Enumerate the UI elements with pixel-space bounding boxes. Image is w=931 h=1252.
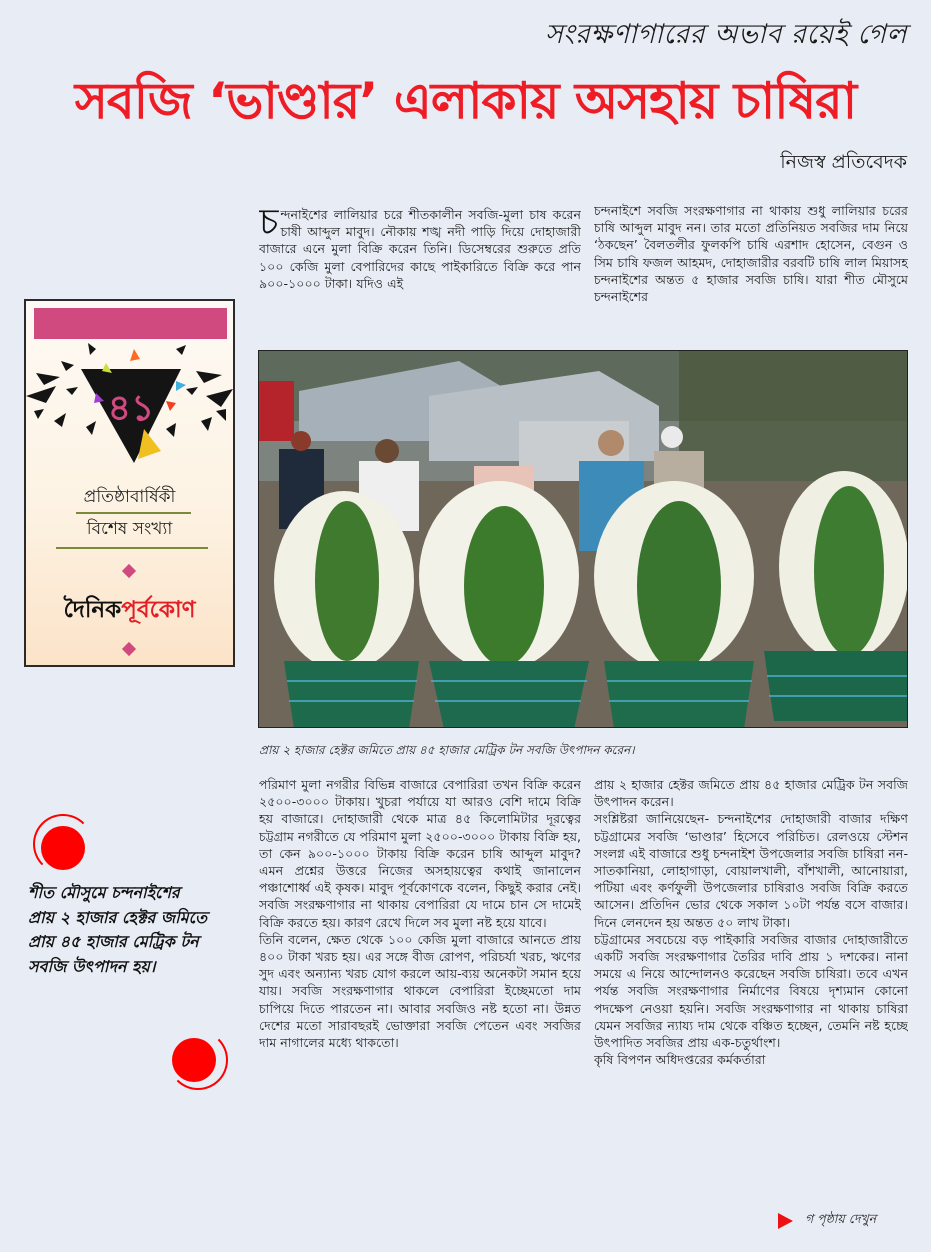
paragraph: কৃষি বিপণন অধিদপ্তরের কর্মকর্তারা xyxy=(594,1052,766,1068)
article-photo xyxy=(258,350,908,728)
photo-caption: প্রায় ২ হাজার হেক্টর জমিতে প্রায় ৪৫ হাজার মেট্রিক টন সবজি উৎপাদন করেন। xyxy=(259,743,635,757)
anniversary-number: ৪১ xyxy=(107,388,155,429)
column-1-top xyxy=(259,206,581,342)
byline: নিজস্ব প্রতিবেদক xyxy=(780,151,907,173)
red-dot-icon xyxy=(41,826,85,870)
column-1-bottom xyxy=(259,776,581,1226)
kicker: সংরক্ষণাগারের অভাব রয়েই গেল xyxy=(545,19,907,50)
diamond-icon xyxy=(122,564,136,578)
promo-header-bar xyxy=(34,308,227,339)
continued-label: গ পৃষ্ঠায় দেখুন xyxy=(805,1211,877,1226)
divider xyxy=(56,547,208,549)
column-2-top xyxy=(594,202,908,342)
paragraph: প্রায় ২ হাজার হেক্টর জমিতে প্রায় ৪৫ হাজার মেট্রিক টন সবজি উৎপাদন করেন। xyxy=(594,777,908,810)
headline: সবজি ‘ভাণ্ডার’ এলাকায় অসহায় চাষিরা xyxy=(74,72,857,130)
column-2-bottom xyxy=(594,776,908,1210)
brand-part-1: দৈনিক xyxy=(63,597,122,623)
radish-market-photo xyxy=(259,351,908,728)
pull-quote: শীত মৌসুমে চন্দনাইশের প্রায় ২ হাজার হেক্টর জমিতে প্রায় ৪৫ হাজার মেট্রিক টন সবজি উৎপাদন হয়। xyxy=(28,883,208,976)
arc-icon xyxy=(168,1030,228,1090)
promo-title: প্রতিষ্ঠাবার্ষিকী xyxy=(83,487,176,507)
promo-subtitle: বিশেষ সংখ্যা xyxy=(86,519,173,539)
divider xyxy=(76,512,191,514)
paragraph: তিনি বলেন, ক্ষেত থেকে ১০০ কেজি মুলা বাজারে আনতে প্রায় ৪০০ টাকা খরচ হয়। এর সঙ্গে বীজ রোপণ, পরিচর্যা খরচ, ঋণের সুদ এবং অন্যান্য খরচ যোগ করলে আয়-ব্যয় অনেকটা সমান হয়ে যায়। সবজি সংরক্ষণাগার থাকলে বেপারিরা ইচ্ছেমতো দাম চাপিয়ে দিতে পারতেন না। আবার সবজিও নষ্ট হতো না। উন্নত দেশের মতো সারাবছরই ভোক্তারা সবজি পেতেন এবং সবজির দাম নাগালের মধ্যে থাকতো। xyxy=(259,931,581,1051)
brand-part-2: পূর্বকোণ xyxy=(121,597,196,623)
paragraph: পরিমাণ মুলা নগরীর বিভিন্ন বাজারে বেপারিরা তখন বিক্রি করেন ২৫০০-৩০০০ টাকায়। খুচরা পর্যায়ে যা আরও বেশি দামে বিক্রি হয় বাজারে। দোহাজারী থেকে মাত্র ৪৫ কিলোমিটার দূরত্বের চট্টগ্রাম নগরীতে যে পরিমাণ মুলা ২৫০০-৩০০০ টাকায় বিক্রি হয়, তা কেন ৯০০-১০০০ টাকায় বিক্রি করেন চাষি আব্দুল মাবুদ? এমন প্রশ্নের উত্তরে নিজের অসহায়ত্বের কথাই জানালেন পঞ্চাশোর্ধ্ব এই কৃষক। মাবুদ পূর্বকোণকে বলেন, কিছুই করার নেই। সবজি সংরক্ষণাগার না থাকায় বেপারিরা যে দামে চান সে দামেই বিক্রি করতে হয়। কারণ রেখে দিলে সব মুলা নষ্ট হয়ে যাবে। xyxy=(259,777,581,930)
paragraph: চট্টগ্রামের সবচেয়ে বড় পাইকারি সবজির বাজার দোহাজারীতে একটি সবজি সংরক্ষণাগার তৈরির দাবি প্রায় ১ দশকের। নানা সময়ে এ নিয়ে আন্দোলনও করেছেন সবজি চাষিরা। তবে এখন পর্যন্ত সবজি সংরক্ষণাগার নির্মাণের বিষয়ে দৃশ্যমান কোনো পদক্ষেপ নেওয়া হয়নি। সবজি সংরক্ষণাগার না থাকায় চাষিরা যেমন সবজির ন্যায্য দাম থেকে বঞ্চিত হচ্ছেন, তেমনি নষ্ট হচ্ছে উৎপাদিত সবজির প্রায় এক-চতুর্থাংশ। xyxy=(594,931,908,1051)
play-triangle-icon xyxy=(778,1213,793,1229)
column-1-top-text: ন্দনাইশের লালিয়ার চরে শীতকালীন সবজি-মুলা চাষ করেন চাষী আব্দুল মাবুদ। নৌকায় শঙ্খ নদী পাড়ি দিয়ে দোহাজারী বাজারে এনে মুলা বিক্রি করেন তিনি। ডিসেম্বরের শুরুতে প্রতি ১০০ কেজি মুলা বেপারিদের কাছে পাইকারিতে বিক্রি করে পান ৯০০-১০০০ টাকা। যদিও এই xyxy=(259,207,581,291)
column-2-top-text: চন্দনাইশে সবজি সংরক্ষণাগার না থাকায় শুধু লালিয়ার চরের চাষি আব্দুল মাবুদ নন। তার মতো প্রতিনিয়ত সবজির দাম নিয়ে ‘ঠকছেন’ বৈলতলীর ফুলকপি চাষি এরশাদ হোসেন, বেগুন ও সিম চাষি ফজল আহমদ, দোহাজারীর বরবটি চাষি লাল মিয়াসহ চন্দনাইশের অন্তত ৫ হাজার সবজি চাষি। যারা শীত মৌসুমে চন্দনাইশের xyxy=(594,203,908,305)
drop-cap: চ xyxy=(259,206,279,243)
newspaper-brand xyxy=(26,591,233,630)
anniversary-promo xyxy=(24,299,235,667)
paragraph: সংশ্লিষ্টরা জানিয়েছেন- চন্দনাইশের দোহাজারী বাজার দক্ষিণ চট্টগ্রামের সবজি ‘ভাণ্ডার’ হিসেবে পরিচিত। রেলওয়ে স্টেশন সংলগ্ন এই বাজারে শুধু চন্দনাইশ উপজেলার সবজি চাষিরা নন- সাতকানিয়া, লোহাগাড়া, বোয়ালখালী, বাঁশখালী, আনোয়ারা, পটিয়া এবং কর্ণফুলী উপজেলার চাষিরাও সবজি বিক্রি করতে আসেন। প্রতিদিন ভোর থেকে সকাল ১০টা পর্যন্ত বসে বাজার। দিনে লেনদেন হয় অন্তত ৫০ লাখ টাকা। xyxy=(594,811,908,930)
diamond-icon xyxy=(122,642,136,656)
continued-on-page[interactable] xyxy=(778,1211,876,1231)
